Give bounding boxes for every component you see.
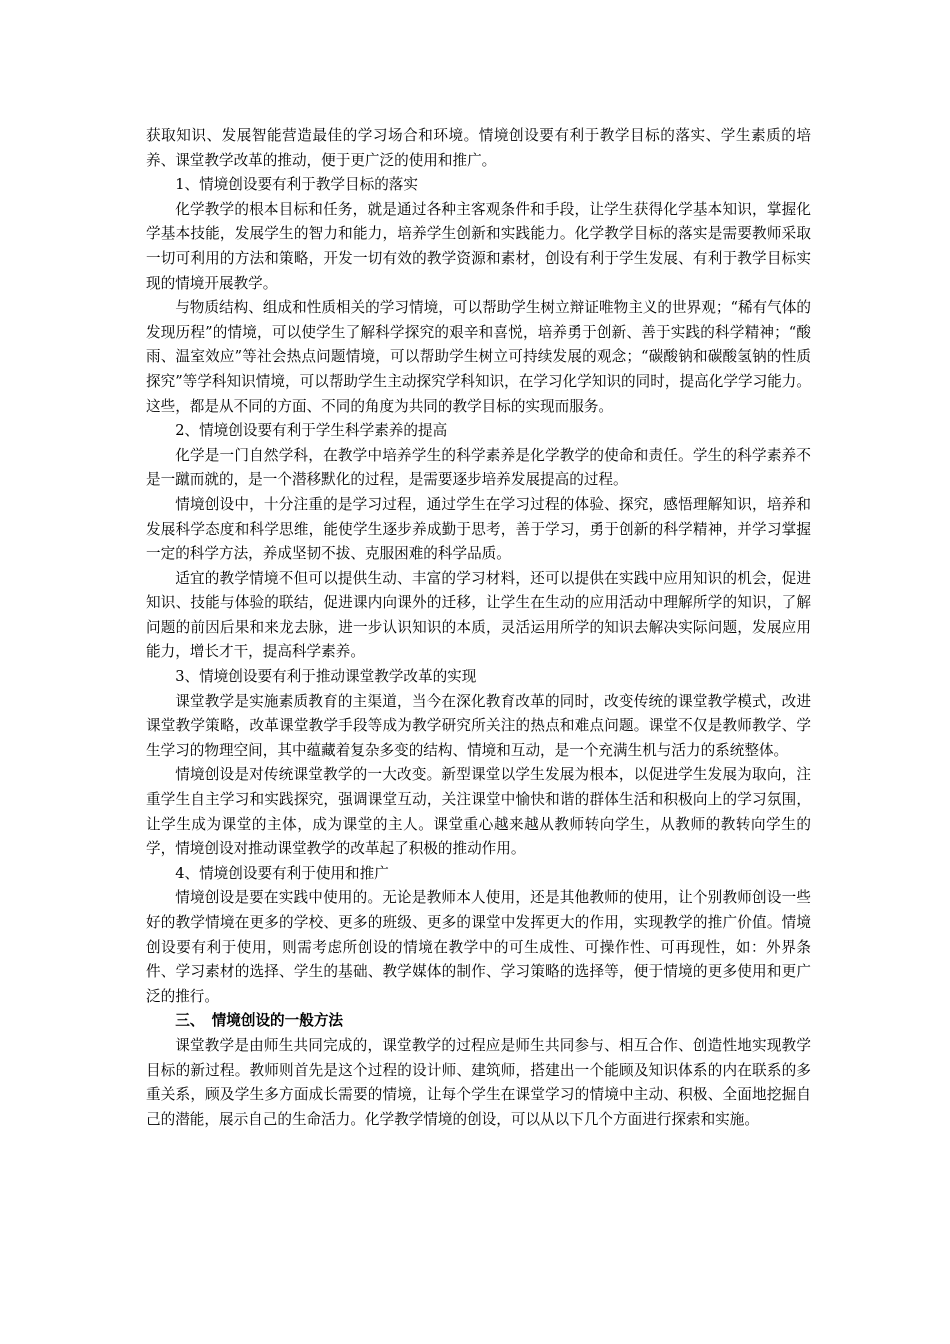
document-page xyxy=(146,124,811,1132)
paragraph: 情境创设中，十分注重的是学习过程，通过学生在学习过程的体验、探究，感悟理解知识，培养和发展科学态度和科学思维，能使学生逐步养成勤于思考，善于学习，勇于创新的科学精神，并学习掌握一定的科学方法，养成坚韧不拔、克服困难的科学品质。 xyxy=(146,495,811,563)
heading-chapter-3: 三、 情境创设的一般方法 xyxy=(175,1012,344,1030)
paragraph: 课堂教学是由师生共同完成的，课堂教学的过程应是师生共同参与、相互合作、创造性地实现教学目标的新过程。教师则首先是这个过程的设计师、建筑师，搭建出一个能顾及知识体系的内在联系的多重关系，顾及学生多方面成长需要的情境，让每个学生在课堂学习的情境中主动、积极、全面地挖掘自己的潜能，展示自己的生命活力。化学教学情境的创设，可以从以下几个方面进行探索和实施。 xyxy=(146,1036,811,1128)
heading-section-4: 4、情境创设要有利于使用和推广 xyxy=(175,864,389,882)
paragraph: 适宜的教学情境不但可以提供生动、丰富的学习材料，还可以提供在实践中应用知识的机会，促进知识、技能与体验的联结，促进课内向课外的迁移，让学生在生动的应用活动中理解所学的知识，了解问题的前因后果和来龙去脉，进一步认识知识的本质，灵活运用所学的知识去解决实际问题，发展应用能力，增长才干，提高科学素养。 xyxy=(146,569,811,661)
paragraph: 情境创设是对传统课堂教学的一大改变。新型课堂以学生发展为根本，以促进学生发展为取向，注重学生自主学习和实践探究，强调课堂互动，关注课堂中愉快和谐的群体生活和积极向上的学习氛围，让学生成为课堂的主体，成为课堂的主人。课堂重心越来越从教师转向学生，从教师的教转向学生的学，情境创设对推动课堂教学的改革起了积极的推动作用。 xyxy=(146,766,811,858)
heading-section-2: 2、情境创设要有利于学生科学素养的提高 xyxy=(175,422,448,440)
heading-section-1: 1、情境创设要有利于教学目标的落实 xyxy=(175,176,418,194)
paragraph: 课堂教学是实施素质教育的主渠道，当今在深化教育改革的同时，改变传统的课堂教学模式，改进课堂教学策略，改革课堂教学手段等成为教学研究所关注的热点和难点问题。课堂不仅是教师教学、学生学习的物理空间，其中蕴藏着复杂多变的结构、情境和互动，是一个充满生机与活力的系统整体。 xyxy=(146,692,811,759)
paragraph: 情境创设是要在实践中使用的。无论是教师本人使用，还是其他教师的使用，让个别教师创设一些好的教学情境在更多的学校、更多的班级、更多的课堂中发挥更大的作用，实现教学的推广价值。情境创设要有利于使用，则需考虑所创设的情境在教学中的可生成性、可操作性、可再现性，如：外界条件、学习素材的选择、学生的基础、教学媒体的制作、学习策略的选择等，便于情境的更多使用和更广泛的推行。 xyxy=(146,889,811,1005)
paragraph: 化学教学的根本目标和任务，就是通过各种主客观条件和手段，让学生获得化学基本知识，掌握化学基本技能，发展学生的智力和能力，培养学生创新和实践能力。化学教学目标的落实是需要教师采取一切可利用的方法和策略，开发一切有效的教学资源和素材，创设有利于学生发展、有利于教学目标实现的情境开展教学。 xyxy=(146,200,811,292)
heading-section-3: 3、情境创设要有利于推动课堂教学改革的实现 xyxy=(175,668,477,686)
paragraph-intro-continuation: 获取知识、发展智能营造最佳的学习场合和环境。情境创设要有利于教学目标的落实、学生素质的培养、课堂教学改革的推动，便于更广泛的使用和推广。 xyxy=(146,127,811,169)
paragraph: 与物质结构、组成和性质相关的学习情境，可以帮助学生树立辩证唯物主义的世界观；“稀有气体的发现历程”的情境，可以使学生了解科学探究的艰辛和喜悦，培养勇于创新、善于实践的科学精神；“酸雨、温室效应”等社会热点问题情境，可以帮助学生树立可持续发展的观念；“碳酸钠和碳酸氢钠的性质探究”等学科知识情境，可以帮助学生主动探究学科知识，在学习化学知识的同时，提高化学学习能力。这些，都是从不同的方面、不同的角度为共同的教学目标的实现而服务。 xyxy=(146,299,811,415)
paragraph: 化学是一门自然学科，在教学中培养学生的科学素养是化学教学的使命和责任。学生的科学素养不是一蹴而就的，是一个潜移默化的过程，是需要逐步培养发展提高的过程。 xyxy=(146,446,811,489)
